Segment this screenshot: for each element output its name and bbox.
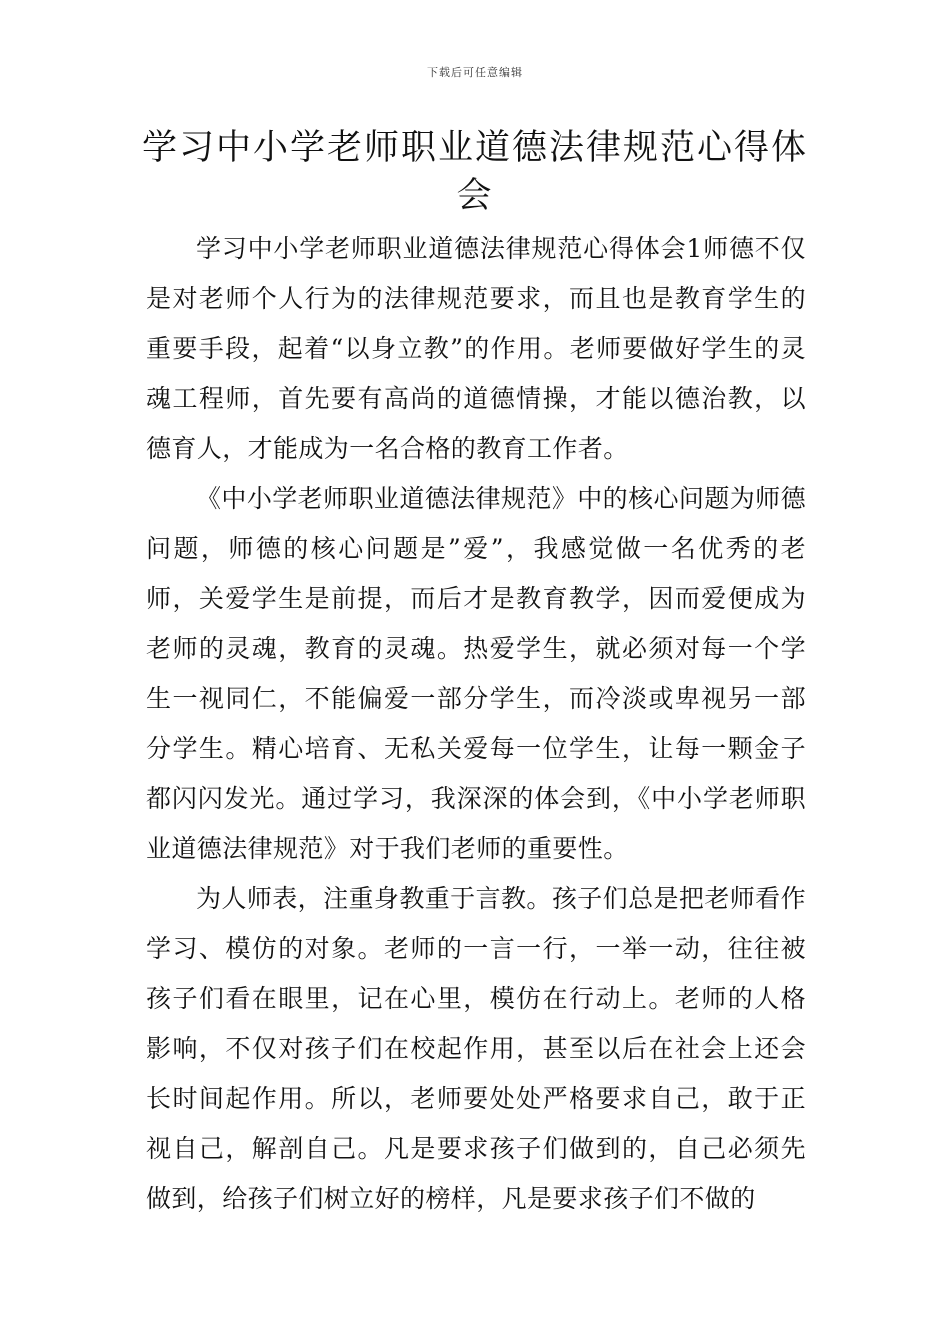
paragraph: 为人师表，注重身教重于言教。孩子们总是把老师看作学习、模仿的对象。老师的一言一行，一举一动，往往被孩子们看在眼里，记在心里，模仿在行动上。老师的人格影响，不仅对孩子们在校起作用，甚至以后在社会上还会长时间起作用。所以，老师要处处严格要求自己，敢于正视自己，解剖自己。凡是要求孩子们做到的，自己必须先做到，给孩子们树立好的榜样，凡是要求孩子们不做的 xyxy=(146,884,806,1213)
document-body xyxy=(146,224,806,1224)
paragraph: 学习中小学老师职业道德法律规范心得体会1师德不仅是对老师个人行为的法律规范要求，而且也是教育学生的重要手段，起着“以身立教”的作用。老师要做好学生的灵魂工程师，首先要有高尚的道德情操，才能以德治教，以德育人，才能成为一名合格的教育工作者。 xyxy=(146,234,806,463)
header-note: 下载后可任意编辑 xyxy=(427,66,523,79)
document-title: 学习中小学老师职业道德法律规范心得体会 xyxy=(141,128,808,216)
paragraph: 《中小学老师职业道德法律规范》中的核心问题为师德问题，师德的核心问题是”爱”，我感觉做一名优秀的老师，关爱学生是前提，而后才是教育教学，因而爱便成为老师的灵魂，教育的灵魂。热爱学生，就必须对每一个学生一视同仁，不能偏爱一部分学生，而冷淡或卑视另一部分学生。精心培育、无私关爱每一位学生，让每一颗金子都闪闪发光。通过学习，我深深的体会到，《中小学老师职业道德法律规范》对于我们老师的重要性。 xyxy=(146,484,806,863)
